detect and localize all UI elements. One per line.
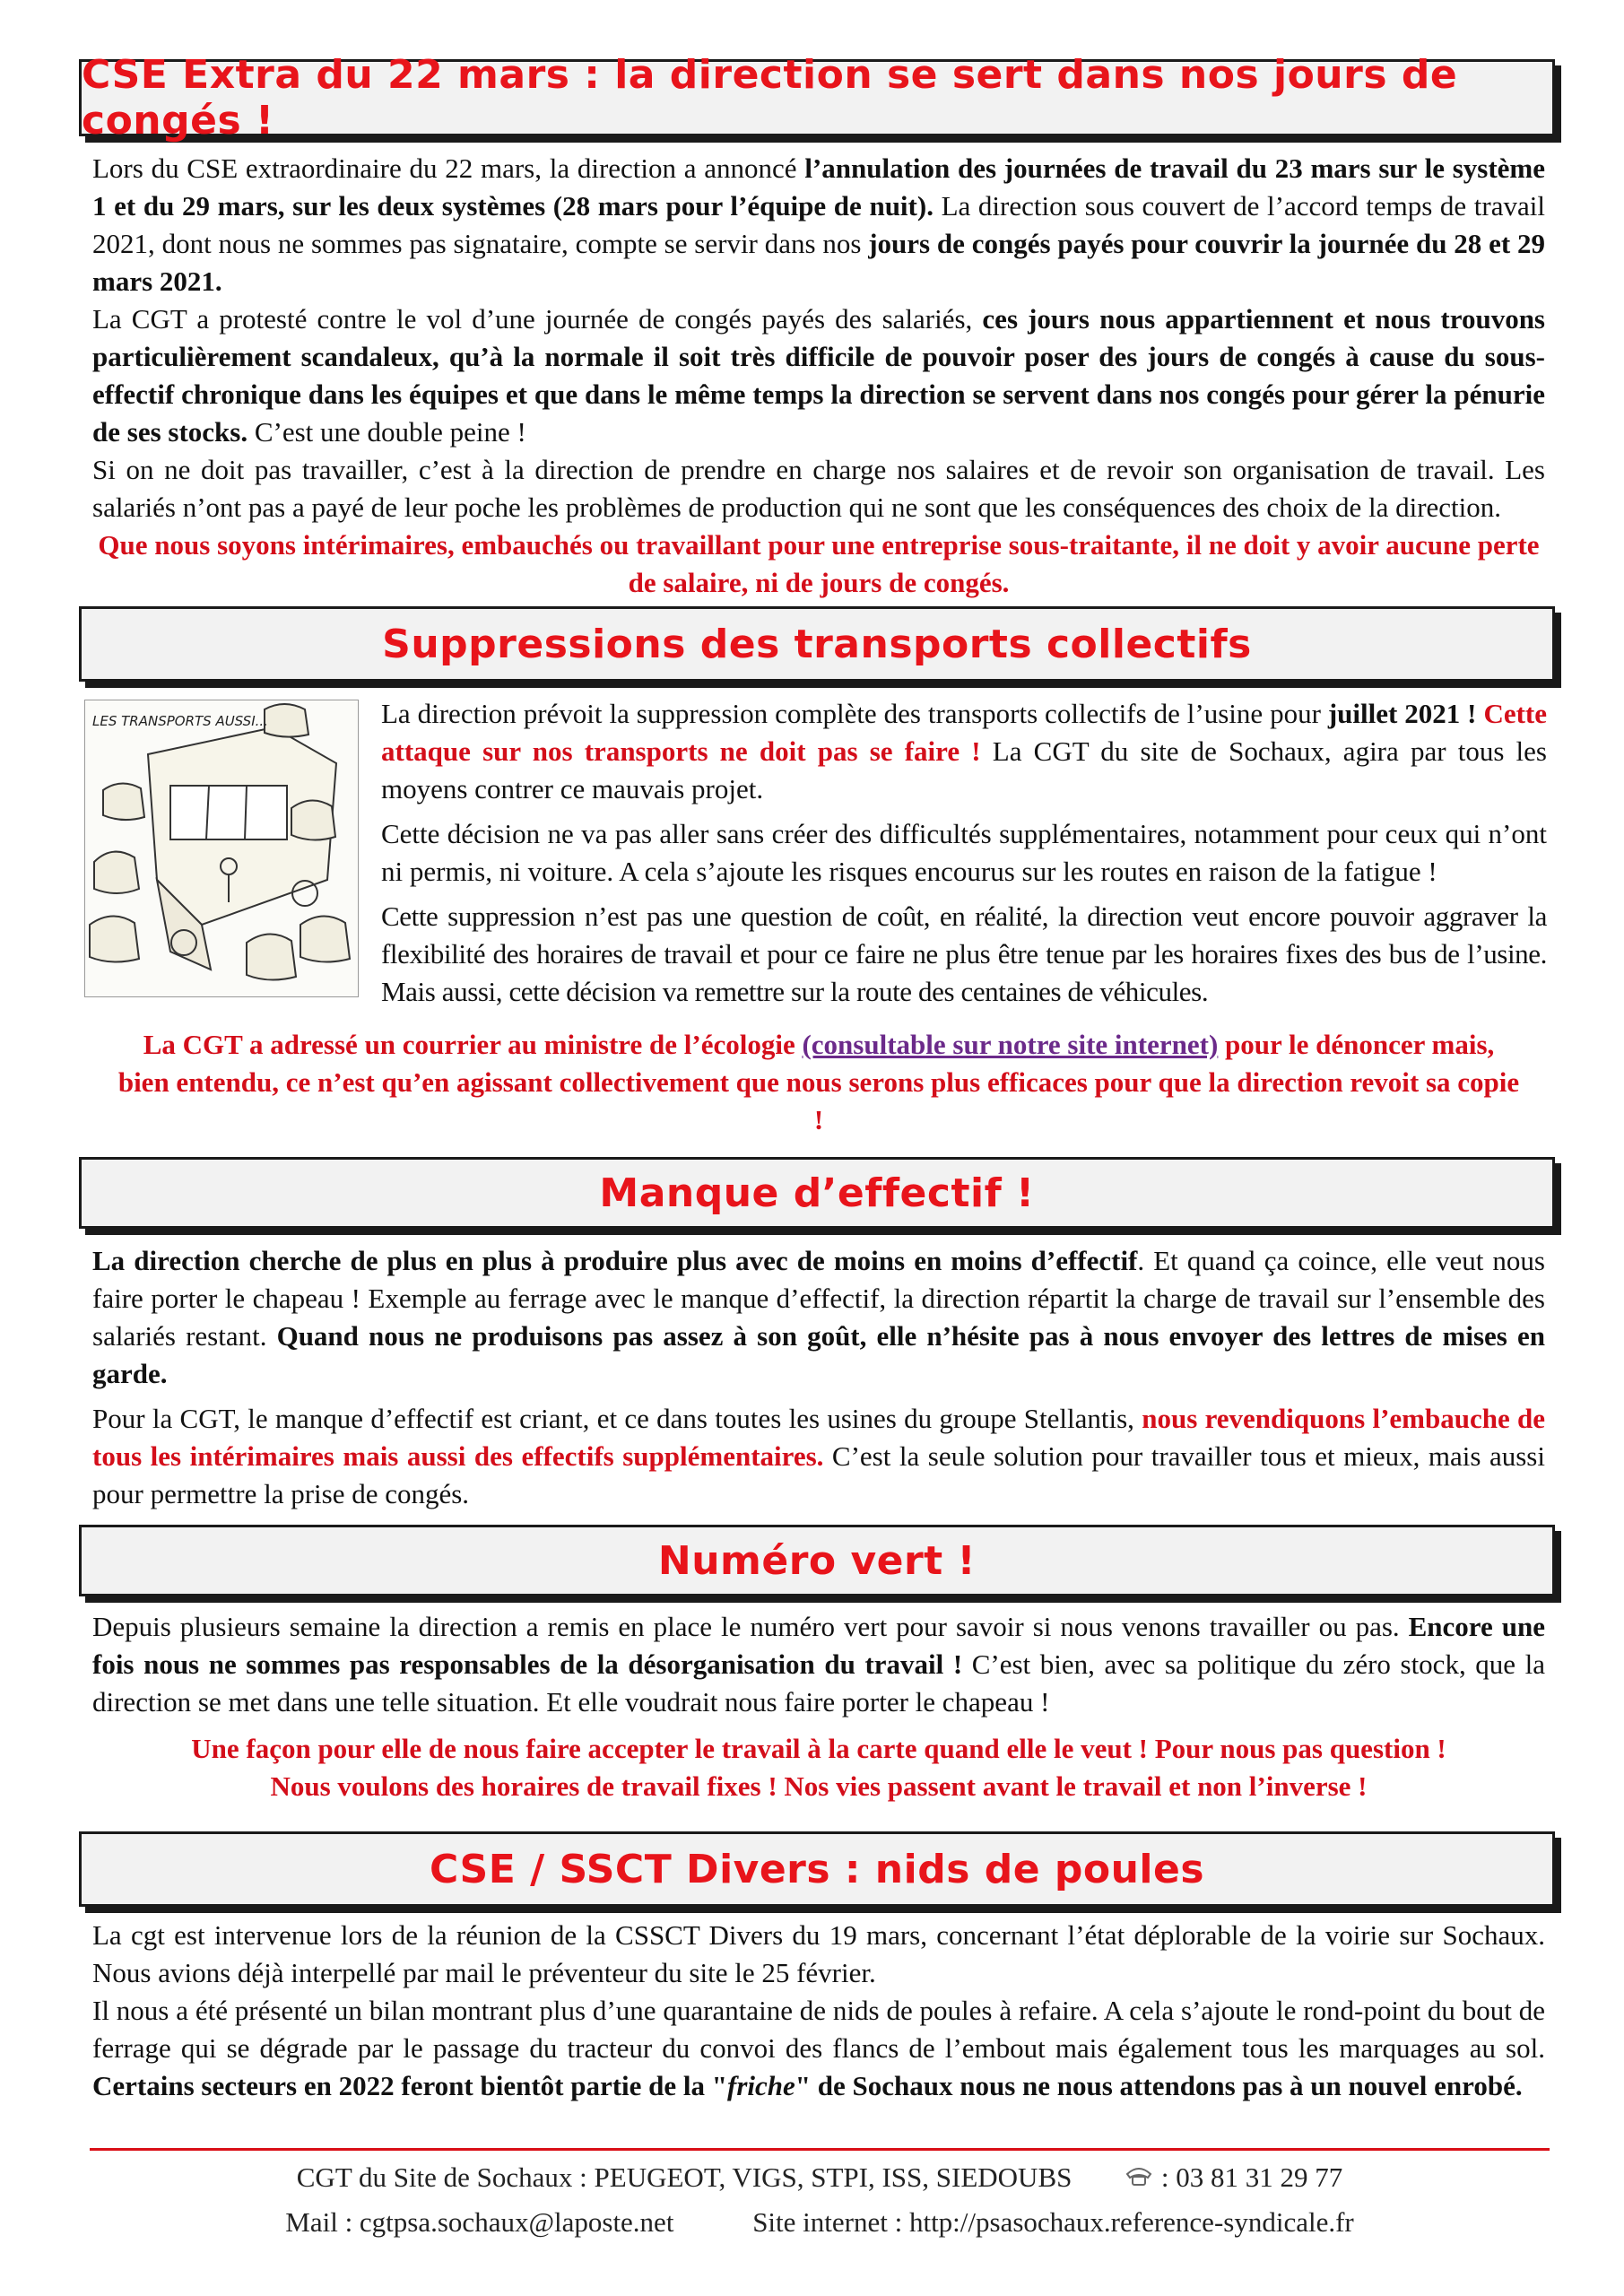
section-title-text: Manque d’effectif ! [599, 1170, 1035, 1216]
section-title-text: CSE Extra du 22 mars : la direction se sert dans nos jours de congés ! [82, 52, 1458, 144]
bold-text: Quand nous ne produisons pas assez à son goût, elle n’hésite pas à nous envoyer des lettres de mises en garde. [92, 1320, 1545, 1389]
paragraph [381, 695, 1547, 808]
section-title-text: Numéro vert ! [657, 1537, 977, 1584]
red-callout: Nous voulons des horaires de travail fixes ! Nos vies passent avant le travail et non l’inverse ! [270, 1770, 1368, 1802]
footer-divider [90, 2148, 1550, 2151]
paragraph: Cette suppression n’est pas une question de coût, en réalité, la direction veut encore pouvoir aggraver la flexibilité des horaires de travail et pour ce faire ne plus être tenue par les horaires fixes des bus de l’usine. Mais aussi, cette décision va remettre sur la route des centaines de véhicules. [381, 900, 1547, 1007]
bold-text: La direction cherche de plus en plus à produire plus avec de moins en moins d’effectif [92, 1245, 1138, 1276]
paragraph: La cgt est intervenue lors de la réunion de la CSSCT Divers du 19 mars, concernant l’état déplorable de la voirie sur Sochaux. Nous avions déjà interpellé par mail le préventeur du site le 25 février. [92, 1919, 1545, 1988]
section-nids-de-poules [92, 1917, 1545, 2105]
text-run: La direction prévoit la suppression complète des transports collectifs de l’usine pour [381, 698, 1328, 729]
transports-callout [117, 1026, 1521, 1139]
footer-site[interactable]: Site internet : http://psasochaux.reference-syndicale.fr [752, 2206, 1354, 2238]
transport-cartoon-image [84, 700, 359, 997]
footer-phone: : 03 81 31 29 77 [1160, 2161, 1343, 2193]
red-text: nous revendiquons l’embauche de tous les intérimaires mais aussi des effectifs supplémentaires. [92, 1403, 1546, 1472]
paragraph [92, 1608, 1545, 1721]
section-title-effectif [79, 1157, 1555, 1229]
bold-text: " de Sochaux nous ne nous attendons pas à un nouvel enrobé. [795, 2070, 1523, 2101]
phone-icon [1124, 2161, 1154, 2194]
bold-text: jours de congés payés pour couvrir la journée du 28 et 29 mars 2021. [92, 228, 1545, 297]
footer-contact-line [90, 2161, 1550, 2194]
red-text: La CGT a adressé un courrier au ministre de l’écologie [143, 1029, 803, 1060]
section-numero-vert [92, 1608, 1545, 1805]
text-run: La direction sous couvert de l’accord temps de travail 2021, dont nous ne sommes pas signataire, compte se servir dans nos [92, 190, 1545, 259]
section-title-numero-vert [79, 1525, 1555, 1596]
red-text: pour le dénoncer mais, bien entendu, ce n’est qu’en agissant collectivement que nous serons plus efficaces pour que la direction revoit sa copie ! [117, 1029, 1520, 1135]
red-callout: Que nous soyons intérimaires, embauchés ou travaillant pour une entreprise sous-traitante, il ne doit y avoir aucune perte de salaire, ni de jours de congés. [98, 529, 1540, 598]
section-effectif [92, 1242, 1545, 1513]
footer-org: CGT du Site de Sochaux : PEUGEOT, VIGS, STPI, ISS, SIEDOUBS [296, 2161, 1073, 2193]
section-transports [381, 695, 1547, 1011]
section-cse-extra [92, 150, 1545, 602]
site-internet-link[interactable]: (consultable sur notre site internet) [802, 1029, 1219, 1060]
text-run: La CGT a protesté contre le vol d’une journée de congés payés des salariés, [92, 303, 983, 335]
red-callout: Une façon pour elle de nous faire accepter le travail à la carte quand elle le veut ! Pour nous pas question ! [191, 1733, 1446, 1764]
footer-web-line [90, 2206, 1550, 2239]
paragraph [92, 300, 1545, 451]
bold-text: juillet 2021 ! [1327, 698, 1477, 729]
text-run: C’est une double peine ! [248, 416, 526, 448]
section-title-nids-de-poules [79, 1831, 1555, 1907]
paragraph [92, 1400, 1545, 1513]
paragraph: Si on ne doit pas travailler, c’est à la direction de prendre en charge nos salaires et de revoir son organisation de travail. Les salariés n’ont pas a payé de leur poche les problèmes de production qui ne sont que les conséquences des choix de la direction. [92, 454, 1545, 523]
section-title-text: CSE / SSCT Divers : nids de poules [429, 1846, 1205, 1892]
italic-bold-text: friche [727, 2070, 795, 2101]
text-run: . Et quand ça coince, elle veut nous faire porter le chapeau ! Exemple au ferrage avec le manque d’effectif, la direction répartit la charge de travail sur l’ensemble des salariés restant. [92, 1245, 1545, 1352]
paragraph [92, 1242, 1545, 1393]
text-run: Il nous a été présenté un bilan montrant plus d’une quarantaine de nids de poules à refaire. A cela s’ajoute le rond-point du bout de ferrage qui se dégrade par le passage du tracteur du convoi des flancs de l’embout mais également tous les marquages au sol. [92, 1995, 1545, 2064]
text-run: Depuis plusieurs semaine la direction a remis en place le numéro vert pour savoir si nous venons travailler ou pas. [92, 1611, 1409, 1642]
footer-mail[interactable]: Mail : cgtpsa.sochaux@laposte.net [285, 2206, 674, 2238]
red-text: Cette attaque sur nos transports ne doit pas se faire ! [381, 698, 1548, 767]
text-run: La CGT du site de Sochaux, agira par tous les moyens contrer ce mauvais projet. [381, 735, 1547, 804]
section-title-text: Suppressions des transports collectifs [382, 621, 1252, 667]
red-callout [117, 1026, 1521, 1139]
paragraph: Cette décision ne va pas aller sans créer des difficultés supplémentaires, notamment pour ceux qui n’ont ni permis, ni voiture. A cela s’ajoute les risques encourus sur les routes en raison de la fatigue ! [381, 818, 1547, 887]
paragraph [92, 150, 1545, 300]
bold-text: Encore une fois nous ne sommes pas responsables de la désorganisation du travail ! [92, 1611, 1545, 1680]
text-run: C’est bien, avec sa politique du zéro stock, que la direction se met dans une telle situation. Et elle voudrait nous faire porter le chapeau ! [92, 1648, 1545, 1718]
cartoon-drawing [85, 700, 358, 996]
bold-text: l’annulation des journées de travail du 23 mars sur le système 1 et du 29 mars, sur les deux systèmes (28 mars pour l’équipe de nuit). [92, 152, 1546, 222]
section-title-transports [79, 606, 1555, 682]
cartoon-caption: LES TRANSPORTS AUSSI... [92, 713, 268, 729]
bold-text: Certains secteurs en 2022 feront bientôt partie de la " [92, 2070, 727, 2101]
text-run: Pour la CGT, le manque d’effectif est criant, et ce dans toutes les usines du groupe Stellantis, [92, 1403, 1142, 1434]
text-run: C’est la seule solution pour travailler tous et mieux, mais aussi pour permettre la prise de congés. [92, 1440, 1545, 1509]
section-title-cse-extra [79, 52, 1555, 144]
bold-text: ces jours nous appartiennent et nous trouvons particulièrement scandaleux, qu’à la normale il soit très difficile de pouvoir poser des jours de congés à cause du sous-effectif chronique dans les équipes et que dans le même temps la direction se servent dans nos congés pour gérer la pénurie de ses stocks. [92, 303, 1545, 448]
text-run: Lors du CSE extraordinaire du 22 mars, la direction a annoncé [92, 152, 805, 184]
paragraph [92, 1992, 1545, 2105]
